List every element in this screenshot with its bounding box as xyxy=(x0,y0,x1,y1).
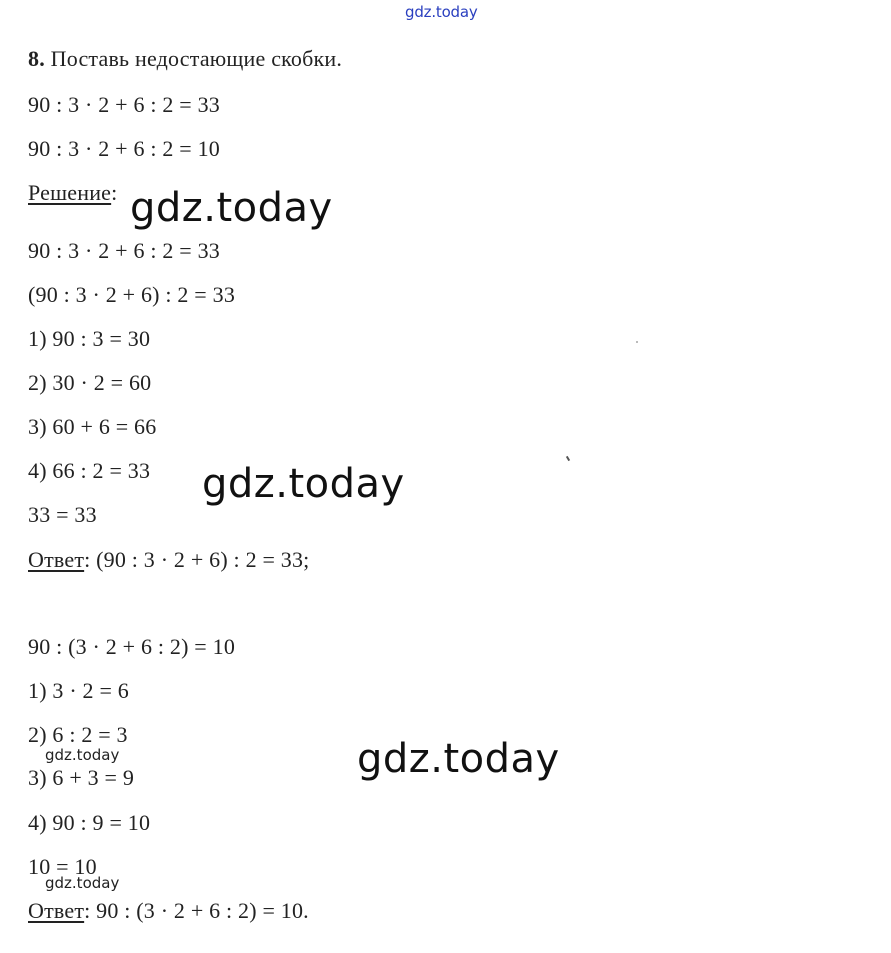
scan-speck-1 xyxy=(636,341,638,343)
part2-answer xyxy=(28,898,309,924)
solution-label: Решение xyxy=(28,180,112,205)
part1-step-3: 3) 60 + 6 = 66 xyxy=(28,414,157,439)
task-title: Поставь недостающие скобки. xyxy=(50,46,343,71)
watermark-top: gdz.today xyxy=(405,3,478,21)
part2-answer-text: : 90 : (3 · 2 + 6 : 2) = 10. xyxy=(84,898,309,923)
part1-answer-label: Ответ xyxy=(28,547,85,572)
part1-check: 33 = 33 xyxy=(28,502,97,527)
scan-speck-2 xyxy=(566,456,570,461)
part2-step-1: 1) 3 · 2 = 6 xyxy=(28,678,129,703)
solution-colon: : xyxy=(111,180,118,205)
part1-step-4: 4) 66 : 2 = 33 xyxy=(28,458,151,483)
part1-line-1: 90 : 3 · 2 + 6 : 2 = 33 xyxy=(28,238,220,263)
part1-answer-text: : (90 : 3 · 2 + 6) : 2 = 33; xyxy=(84,547,310,572)
part2-step-4: 4) 90 : 9 = 10 xyxy=(28,810,151,835)
task-expression-2: 90 : 3 · 2 + 6 : 2 = 10 xyxy=(28,136,220,161)
part1-line-2: (90 : 3 · 2 + 6) : 2 = 33 xyxy=(28,282,236,307)
solution-heading xyxy=(28,180,117,206)
task-expression-1: 90 : 3 · 2 + 6 : 2 = 33 xyxy=(28,92,220,117)
watermark-small-2: gdz.today xyxy=(45,874,120,892)
watermark-big-2: gdz.today xyxy=(202,461,405,507)
part2-line-1: 90 : (3 · 2 + 6 : 2) = 10 xyxy=(28,634,236,659)
task-number: 8. xyxy=(28,46,45,71)
part1-step-2: 2) 30 · 2 = 60 xyxy=(28,370,152,395)
part2-answer-label: Ответ xyxy=(28,898,85,923)
part2-check: 10 = 10 xyxy=(28,854,97,879)
watermark-big-3: gdz.today xyxy=(357,736,560,782)
watermark-big-1: gdz.today xyxy=(130,185,333,231)
part2-step-3: 3) 6 + 3 = 9 xyxy=(28,765,135,790)
task-header xyxy=(28,46,342,72)
part1-answer xyxy=(28,547,309,573)
part2-step-2: 2) 6 : 2 = 3 xyxy=(28,722,128,747)
watermark-small-1: gdz.today xyxy=(45,746,120,764)
part1-step-1: 1) 90 : 3 = 30 xyxy=(28,326,151,351)
